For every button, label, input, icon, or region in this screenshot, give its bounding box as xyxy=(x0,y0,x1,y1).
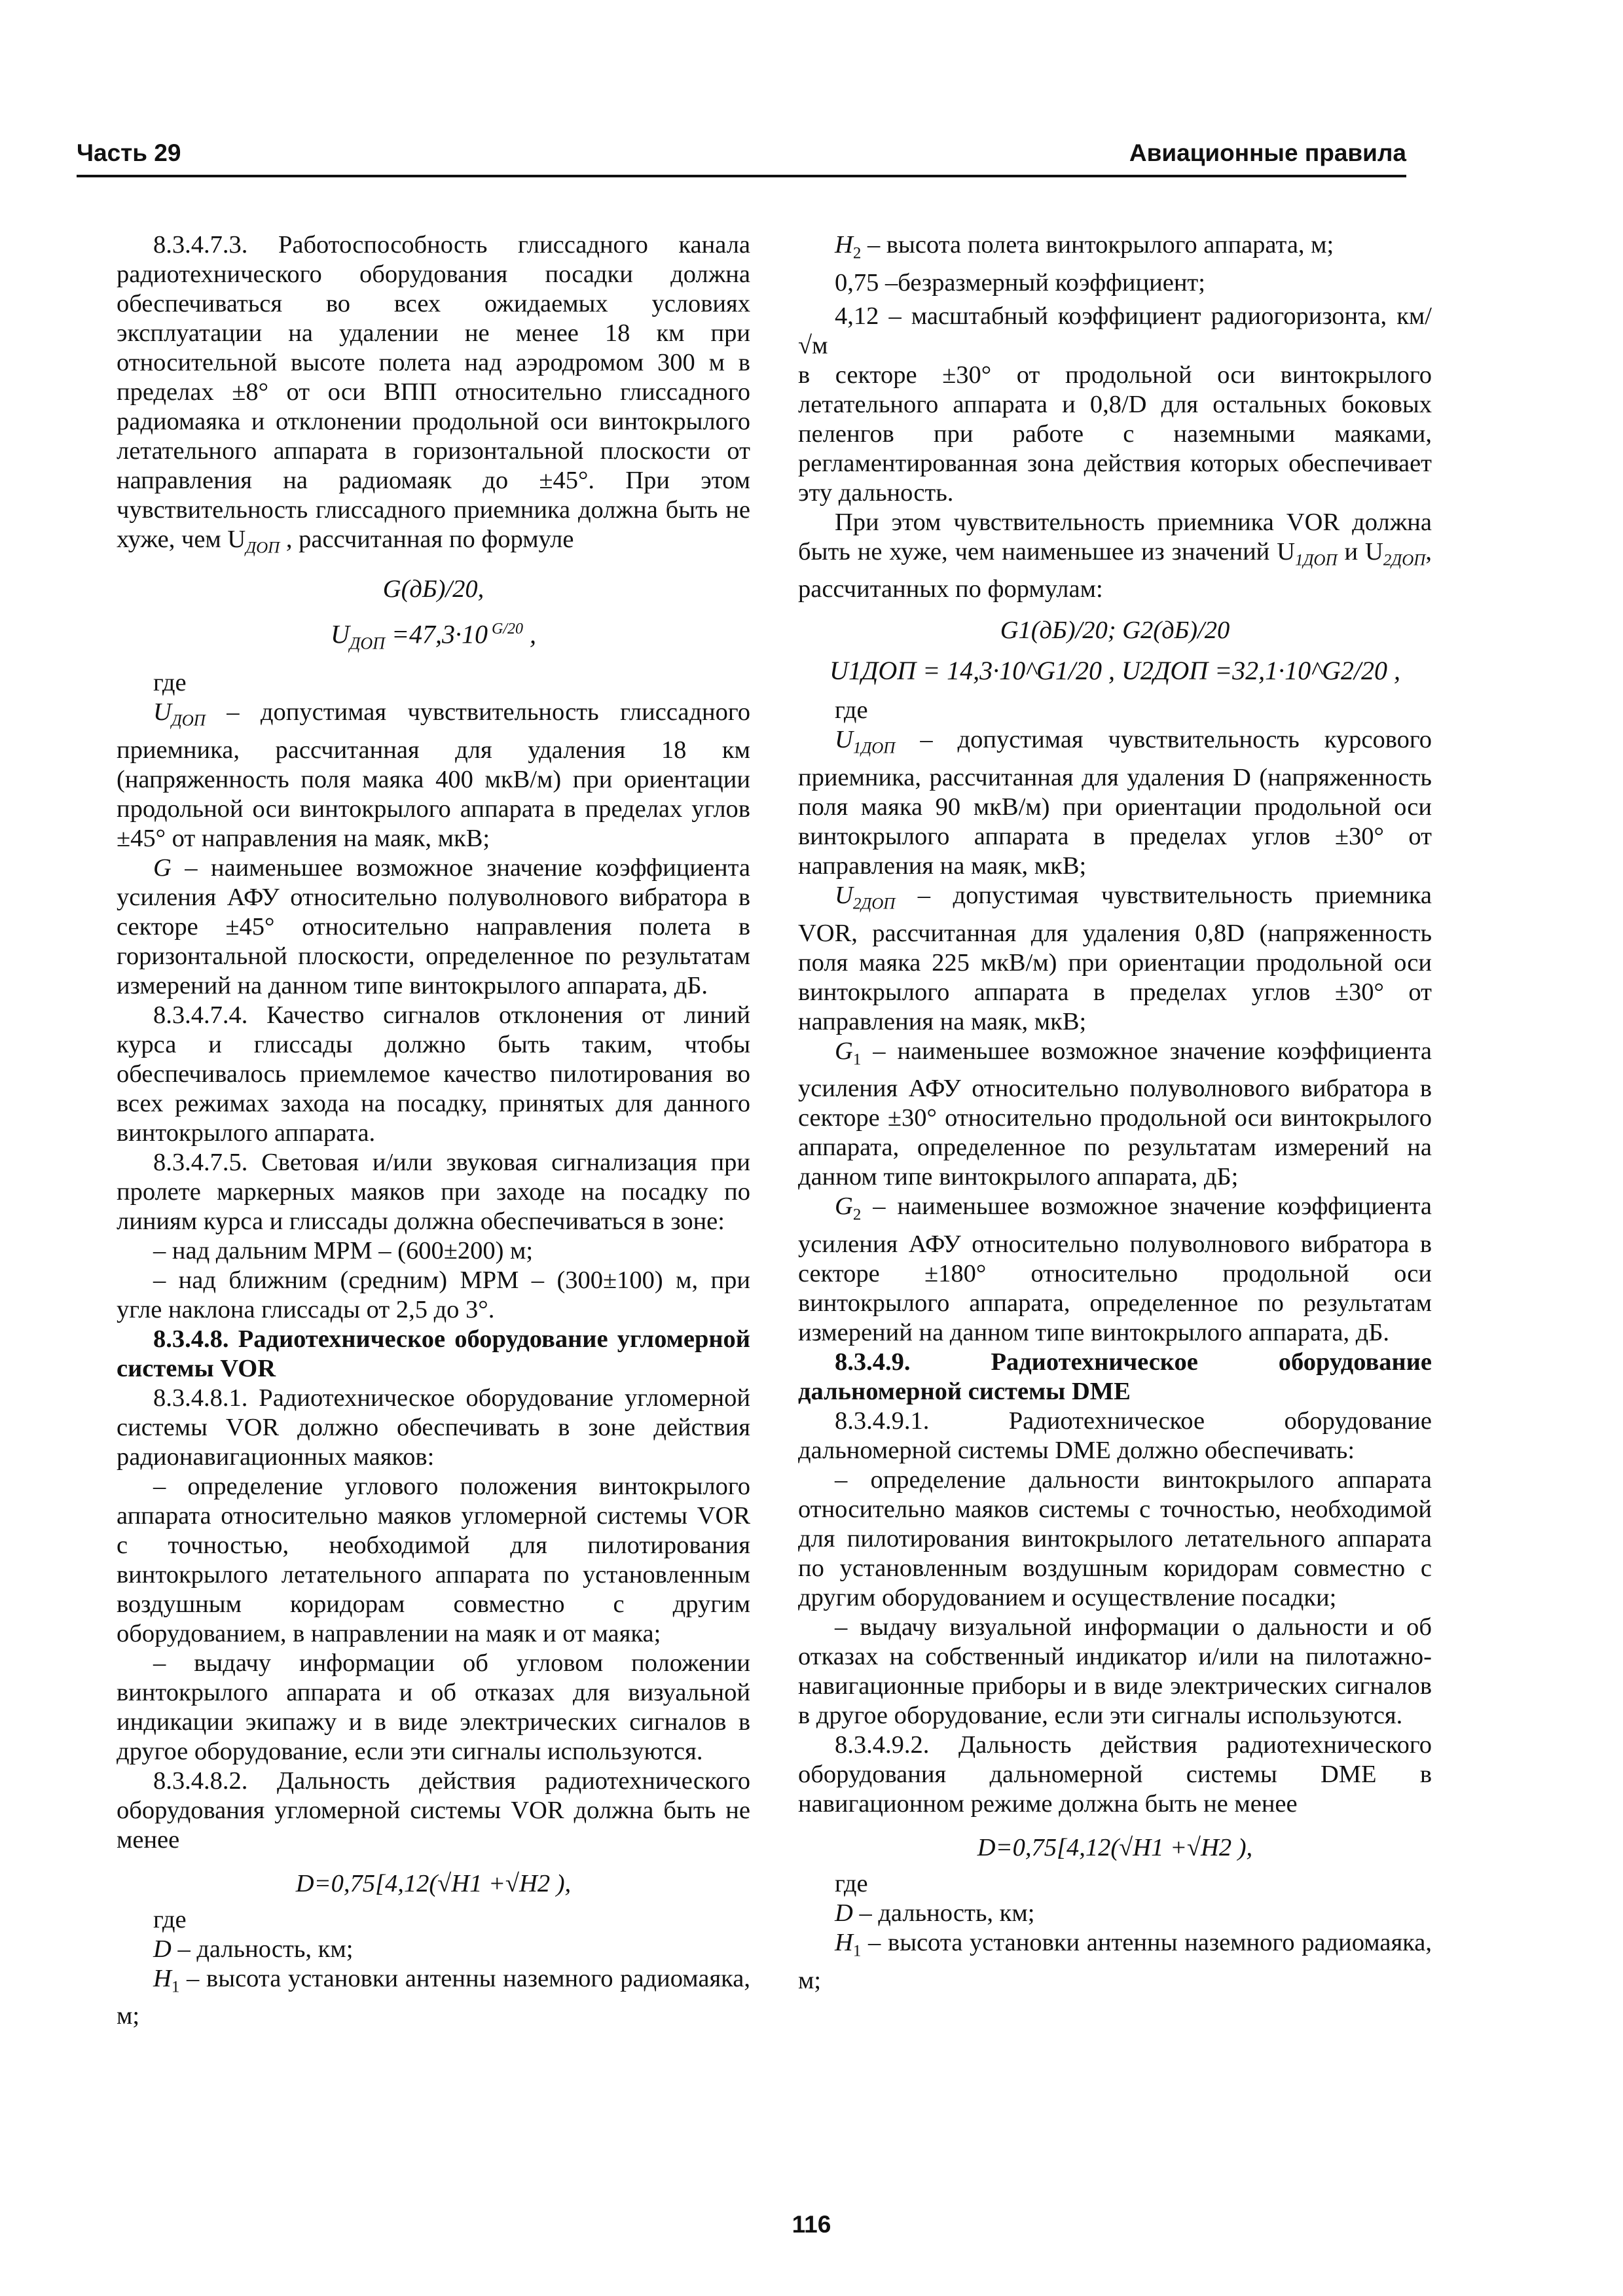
definition xyxy=(798,881,1432,1037)
subscript: ДОП xyxy=(171,711,206,730)
section-heading: 8.3.4.9. Радиотехническое оборудование дальномерной системы DME xyxy=(798,1348,1432,1406)
text: – наименьшее возможное значение коэффициента усиления АФУ относительно полуволнового вибратора в секторе ±45° относительно направления полета в горизонтальной плоскости, определенное по результатам измерений на данном типе винтокрылого аппарата, дБ. xyxy=(117,853,750,999)
symbol: G xyxy=(835,1193,853,1221)
subscript: 1ДОП xyxy=(852,740,896,758)
text: и U xyxy=(1337,537,1383,565)
text: – высота установки антенны наземного радиомаяка, м; xyxy=(117,1964,750,2030)
definition xyxy=(798,1928,1432,1996)
paragraph: в секторе ±30° от продольной оси винтокрылого летательного аппарата и 0,8/D для остальных боковых пеленгов при работе с наземными маяками, регламентированная зона действия которых обеспечивает эту дальность. xyxy=(798,361,1432,507)
definition: 0,75 –безразмерный коэффициент; xyxy=(835,268,1205,296)
label: где xyxy=(835,696,868,725)
running-header xyxy=(77,134,1406,177)
text: – высота установки антенны наземного радиомаяка, м; xyxy=(798,1929,1432,1994)
text: – наименьшее возможное значение коэффициента усиления АФУ относительно полуволнового вибратора в секторе ±30° относительно продольной оси винтокрылого аппарата, определенное по результатам измерений на данном типе винтокрылого аппарата, дБ; xyxy=(798,1037,1432,1191)
paragraph: 8.3.4.9.2. Дальность действия радиотехнического оборудования дальномерной системы DME в навигационном режиме должна быть не менее xyxy=(798,1731,1432,1818)
text: – допустимая чувствительность курсового приемника, рассчитанная для удаления D (напряженность поля маяка 90 мкВ/м) при ориентации продольной оси винтокрылого аппарата в пределах углов ±30° от направления на маяк, мкВ; xyxy=(798,726,1432,880)
subscript: 1ДОП xyxy=(1295,551,1338,569)
header-part: Часть 29 xyxy=(77,139,181,166)
definition xyxy=(117,1964,750,2032)
subscript: 1 xyxy=(852,1942,862,1960)
superscript: G/20 xyxy=(488,620,523,637)
definition xyxy=(117,853,750,1001)
label: где xyxy=(153,1905,187,1933)
formula: D=0,75[4,12(√H1 +√H2 ), xyxy=(295,1869,572,1897)
list-item: – определение дальности винтокрылого аппарата относительно маяков системы с точностью, необходимой для пилотирования винтокрылого летательного аппарата по установленным воздушным коридорам совместно с другим оборудованием и осуществление посадки; xyxy=(798,1466,1432,1612)
text: – допустимая чувствительность глиссадного приемника, рассчитанная для удаления 18 км (напряженность поля маяка 400 мкВ/м) при ориентации продольной оси винтокрылого аппарата в пределах углов ±45° от направления на маяк, мкВ; xyxy=(117,698,750,852)
formula: G1(дБ)/20; G2(дБ)/20 xyxy=(1000,617,1230,645)
paragraph: 8.3.4.8.1. Радиотехническое оборудование угломерной системы VOR должно обеспечивать в зоне действия радионавигационных маяков: xyxy=(117,1384,750,1471)
symbol: G xyxy=(153,853,172,882)
paragraph: 8.3.4.9.1. Радиотехническое оборудование дальномерной системы DME должно обеспечивать: xyxy=(798,1407,1432,1465)
definition xyxy=(117,698,750,853)
text: – высота полета винтокрылого аппарата, м; xyxy=(861,231,1334,259)
definition xyxy=(798,1037,1432,1193)
subscript: 2ДОП xyxy=(1383,551,1426,569)
text: При этом чувствительность приемника VOR должна быть не хуже, чем наименьшее из значений U xyxy=(798,508,1432,565)
text: – дальность, км; xyxy=(171,1935,354,1963)
paragraph: 8.3.4.7.4. Качество сигналов отклонения от линий курса и глиссады должно быть таким, чтобы обеспечивалось приемлемое качество пилотирования во всех режимах захода на посадку, принятых для данного винтокрылого аппарата. xyxy=(117,1001,750,1147)
paragraph xyxy=(117,230,750,563)
subscript: 1 xyxy=(852,1050,862,1069)
left-column xyxy=(117,230,750,2031)
list-item: – определение углового положения винтокрылого аппарата относительно маяков угломерной системы VOR с точностью, необходимой для пилотирования винтокрылого летательного аппарата по установленным воздушным коридорам совместно с другим оборудованием, в направлении на маяк и от маяка; xyxy=(117,1472,750,1647)
definition xyxy=(117,1935,750,1964)
symbol: H xyxy=(835,1929,853,1957)
paragraph: 8.3.4.7.5. Световая и/или звуковая сигнализация при пролете маркерных маяков при заходе на посадку по линиям курса и глиссады должна обеспечиваться в зоне: xyxy=(117,1148,750,1235)
text: , xyxy=(523,619,536,649)
subscript: ДОП xyxy=(246,539,280,557)
list-item: – выдачу информации об угловом положении винтокрылого аппарата и об отказах для визуальной индикации экипажу и в виде электрических сигналов в другое оборудование, если эти сигналы используются. xyxy=(117,1649,750,1765)
text: U xyxy=(331,619,350,649)
header-title: Авиационные правила xyxy=(1129,139,1406,166)
text: – наименьшее возможное значение коэффициента усиления АФУ относительно полуволнового вибратора в секторе ±180° относительно продольной оси винтокрылого аппарата, определенное по результатам измерений на данном типе винтокрылого аппарата, дБ. xyxy=(798,1193,1432,1347)
symbol: U xyxy=(153,698,172,726)
definition xyxy=(798,1899,1432,1928)
list-item: – выдачу визуальной информации о дальности и об отказах на собственный индикатор и/или на пилотажно-навигационные приборы и в виде электрических сигналов в другое оборудование, если эти сигналы используются. xyxy=(798,1613,1432,1730)
text: , рассчитанная по формуле xyxy=(280,526,574,553)
label: где xyxy=(835,1870,868,1898)
paragraph xyxy=(798,508,1432,605)
subscript: 2 xyxy=(852,244,862,262)
text: – допустимая чувствительность приемника VOR, рассчитанная для удаления 0,8D (напряженность поля маяка 225 мкВ/м) при ориентации продольной оси винтокрылого аппарата в пределах углов ±30° от направления на маяк, мкВ; xyxy=(798,882,1432,1035)
symbol: U xyxy=(835,726,853,754)
text: – дальность, км; xyxy=(852,1899,1035,1928)
list-item: – над дальним МРМ – (600±200) м; xyxy=(153,1236,534,1265)
subscript: ДОП xyxy=(349,634,385,653)
formula: G(дБ)/20, xyxy=(382,575,484,603)
paragraph: 8.3.4.8.2. Дальность действия радиотехнического оборудования угломерной системы VOR должна быть не менее xyxy=(117,1767,750,1854)
subscript: 1 xyxy=(171,1978,180,1996)
symbol: H xyxy=(153,1964,172,1992)
definition xyxy=(798,230,1432,268)
label: где xyxy=(153,669,187,697)
symbol: G xyxy=(835,1037,853,1065)
definition xyxy=(798,1192,1432,1348)
symbol: U xyxy=(835,882,853,910)
formula: U1ДОП = 14,3·10^G1/20 , U2ДОП =32,1·10^G2/20 , xyxy=(830,656,1400,686)
right-column xyxy=(798,230,1432,1996)
list-item: – над ближним (средним) МРМ – (300±100) м, при угле наклона глиссады от 2,5 до 3°. xyxy=(117,1266,750,1323)
text: =47,3·10 xyxy=(385,619,488,649)
subscript: 2 xyxy=(852,1206,862,1225)
symbol: H xyxy=(835,231,853,259)
formula xyxy=(117,615,750,658)
symbol: D xyxy=(835,1899,853,1928)
section-heading: 8.3.4.8. Радиотехническое оборудование угломерной системы VOR xyxy=(117,1325,750,1382)
symbol: D xyxy=(153,1935,172,1963)
definition xyxy=(798,725,1432,881)
page-number: 116 xyxy=(792,2211,831,2238)
definition: 4,12 – масштабный коэффициент радиогоризонта, км/√м xyxy=(798,302,1432,359)
subscript: 2ДОП xyxy=(852,895,896,913)
text: , рассчитанных по формулам: xyxy=(798,537,1432,603)
text: 8.3.4.7.3. Работоспособность глиссадного канала радиотехнического оборудования посадки должна обеспечиваться во всех ожидаемых условиях эксплуатации на удалении не менее 18 км при относительной высоте полета над аэродромом 300 м в пределах ±8° от оси ВПП относительно глиссадного радиомаяка и отклонении продольной оси винтокрылого летательного аппарата в горизонтальной плоскости от направления на радиомаяк до ±45°. При этом чувствительность глиссадного приемника должна быть не хуже, чем U xyxy=(117,231,750,553)
formula: D=0,75[4,12(√H1 +√H2 ), xyxy=(977,1834,1253,1862)
